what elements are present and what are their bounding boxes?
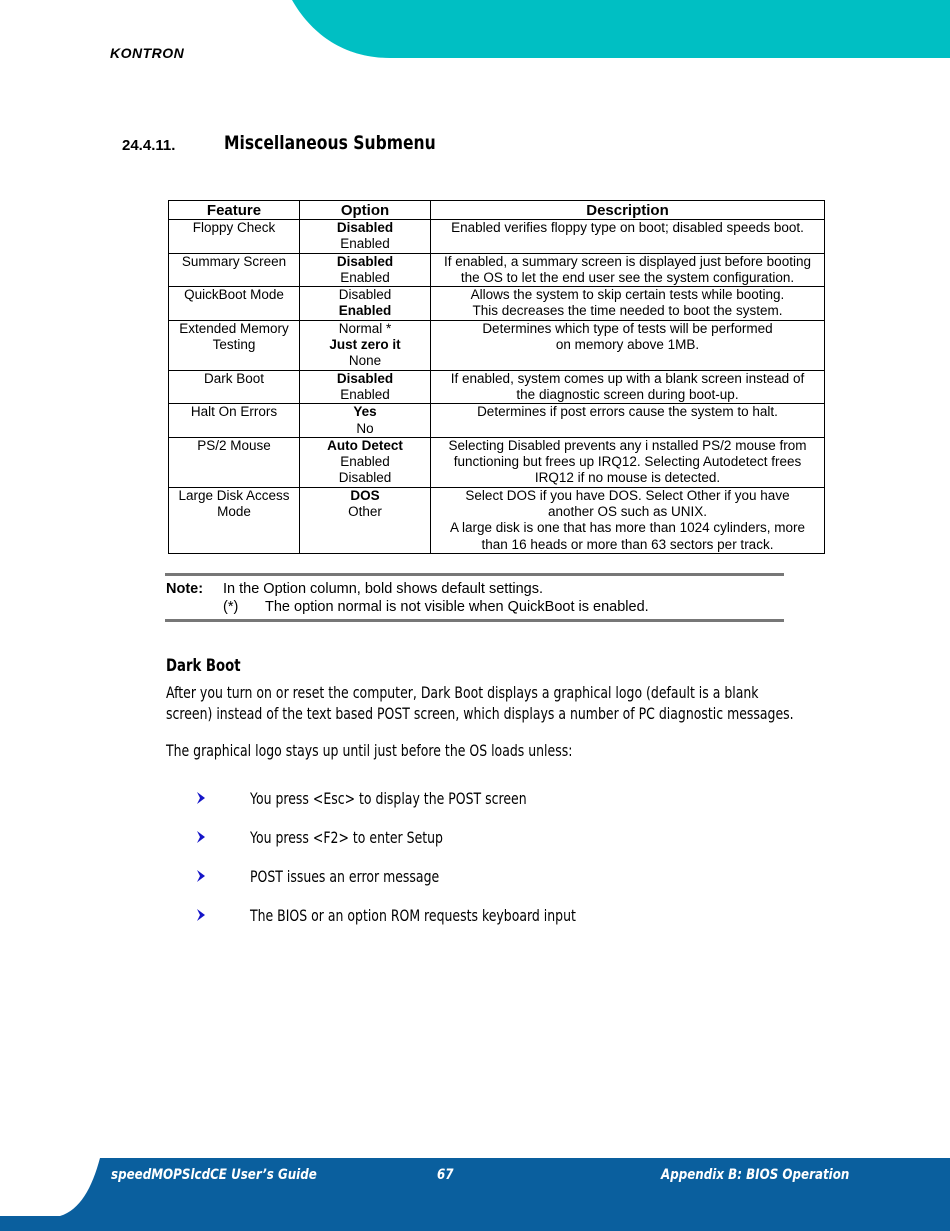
list-item: You press <Esc> to display the POST screen (250, 789, 527, 808)
footer-page-number: 67 (437, 1167, 454, 1183)
description-line: the OS to let the end user see the system configuration. (460, 269, 795, 285)
feature-name: Halt On Errors (190, 404, 278, 420)
feature-cell (169, 253, 300, 287)
feature-name: PS/2 Mouse (197, 437, 271, 453)
option-value: Normal * (338, 320, 392, 336)
note-text: In the Option column, bold shows default settings. (223, 581, 543, 597)
feature-name: Testing (212, 337, 256, 353)
option-value: Enabled (340, 454, 390, 470)
option-cell (300, 253, 431, 287)
note-label: Note: (166, 581, 204, 597)
description-line: If enabled, a summary screen is displayed just before booting (444, 253, 811, 269)
description-cell (431, 404, 825, 438)
list-item: POST issues an error message (250, 867, 440, 886)
feature-cell (169, 287, 300, 321)
brand-logo-text: KONTRON (110, 45, 185, 61)
option-value: Enabled (340, 386, 390, 402)
arrow-bullet-icon (195, 791, 207, 805)
list-item: You press <F2> to enter Setup (250, 828, 443, 847)
bios-options-table (168, 200, 825, 554)
table-row (169, 320, 825, 370)
description-line: than 16 heads or more than 63 sectors per track. (481, 536, 774, 552)
feature-cell (169, 320, 300, 370)
paragraph-line: screen) instead of the text based POST screen, which displays a number of PC diagnostic messages. (166, 704, 794, 723)
default-option: Disabled (336, 370, 394, 386)
option-value: None (348, 353, 382, 369)
feature-cell (169, 370, 300, 404)
arrow-bullet-icon (195, 908, 207, 922)
description-line: functioning but frees up IRQ12. Selecting Autodetect frees (453, 454, 802, 470)
default-option: Yes (353, 404, 377, 420)
feature-cell (169, 404, 300, 438)
description-cell (431, 437, 825, 487)
note-box (165, 573, 784, 622)
option-cell (300, 487, 431, 553)
feature-cell (169, 487, 300, 553)
feature-cell (169, 220, 300, 254)
default-option: Disabled (336, 220, 394, 235)
option-cell (300, 370, 431, 404)
description-line: Determines which type of tests will be performed (482, 320, 773, 336)
default-option: Disabled (336, 253, 394, 269)
description-line: IRQ12 if no mouse is detected. (534, 470, 721, 486)
feature-name: Large Disk Access (178, 487, 290, 503)
table-row (169, 287, 825, 321)
option-cell (300, 220, 431, 254)
feature-cell (169, 437, 300, 487)
description-cell (431, 220, 825, 254)
default-option: Auto Detect (327, 437, 403, 453)
description-line: A large disk is one that has more than 1024 cylinders, more (450, 520, 805, 536)
list-item: The BIOS or an option ROM requests keyboard input (250, 906, 576, 925)
subsection-heading: Dark Boot (166, 656, 241, 676)
description-cell (431, 487, 825, 553)
description-line: Determines if post errors cause the system to halt. (477, 404, 778, 420)
feature-name: Dark Boot (203, 370, 265, 386)
description-line: the diagnostic screen during boot-up. (516, 386, 739, 402)
option-value: Enabled (340, 269, 390, 285)
option-cell (300, 320, 431, 370)
feature-name: Mode (217, 504, 251, 520)
note-footnote-text: The option normal is not visible when QuickBoot is enabled. (265, 599, 649, 615)
table-body (169, 220, 825, 554)
description-line: If enabled, system comes up with a blank screen instead of (450, 370, 805, 386)
feature-name: Extended Memory (179, 320, 289, 336)
footer-guide-title: speedMOPSlcdCE User’s Guide (111, 1167, 317, 1183)
paragraph: The graphical logo stays up until just before the OS loads unless: (166, 741, 573, 760)
default-option: Just zero it (329, 337, 401, 353)
description-cell (431, 253, 825, 287)
description-line: Allows the system to skip certain tests while booting. (470, 287, 785, 303)
option-cell (300, 287, 431, 321)
arrow-bullet-icon (195, 869, 207, 883)
table-row (169, 370, 825, 404)
column-header-feature: Feature (169, 201, 300, 220)
column-header-option: Option (300, 201, 431, 220)
option-value: No (356, 420, 374, 436)
arrow-bullet-icon (195, 830, 207, 844)
paragraph-line: After you turn on or reset the computer, Dark Boot displays a graphical logo (default is a blank (166, 683, 759, 702)
note-marker: (*) (223, 599, 239, 615)
table-row (169, 253, 825, 287)
description-line: This decreases the time needed to boot the system. (472, 303, 783, 319)
description-cell (431, 287, 825, 321)
option-cell (300, 404, 431, 438)
feature-name: Floppy Check (192, 220, 276, 235)
option-value: Other (348, 504, 382, 520)
description-line: on memory above 1MB. (555, 337, 700, 353)
description-cell (431, 320, 825, 370)
option-value: Disabled (338, 287, 392, 303)
feature-name: Summary Screen (181, 253, 287, 269)
default-option: Enabled (338, 303, 392, 319)
default-option: DOS (350, 487, 380, 503)
table-header-row (169, 201, 825, 220)
description-line: another OS such as UNIX. (547, 504, 708, 520)
table-row (169, 487, 825, 553)
section-number: 24.4.11. (122, 137, 176, 154)
feature-name: QuickBoot Mode (184, 287, 284, 303)
section-title: Miscellaneous Submenu (224, 132, 436, 154)
description-cell (431, 370, 825, 404)
description-line: Enabled verifies floppy type on boot; disabled speeds boot. (451, 220, 804, 235)
table-row (169, 404, 825, 438)
footer-chapter-title: Appendix B: BIOS Operation (661, 1167, 850, 1183)
description-line: Select DOS if you have DOS. Select Other if you have (465, 487, 790, 503)
table-row (169, 437, 825, 487)
option-cell (300, 437, 431, 487)
column-header-description: Description (431, 201, 825, 220)
description-line: Selecting Disabled prevents any i nstalled PS/2 mouse from (448, 437, 807, 453)
option-value: Disabled (338, 470, 392, 486)
option-value: Enabled (340, 236, 390, 252)
table-row (169, 220, 825, 254)
